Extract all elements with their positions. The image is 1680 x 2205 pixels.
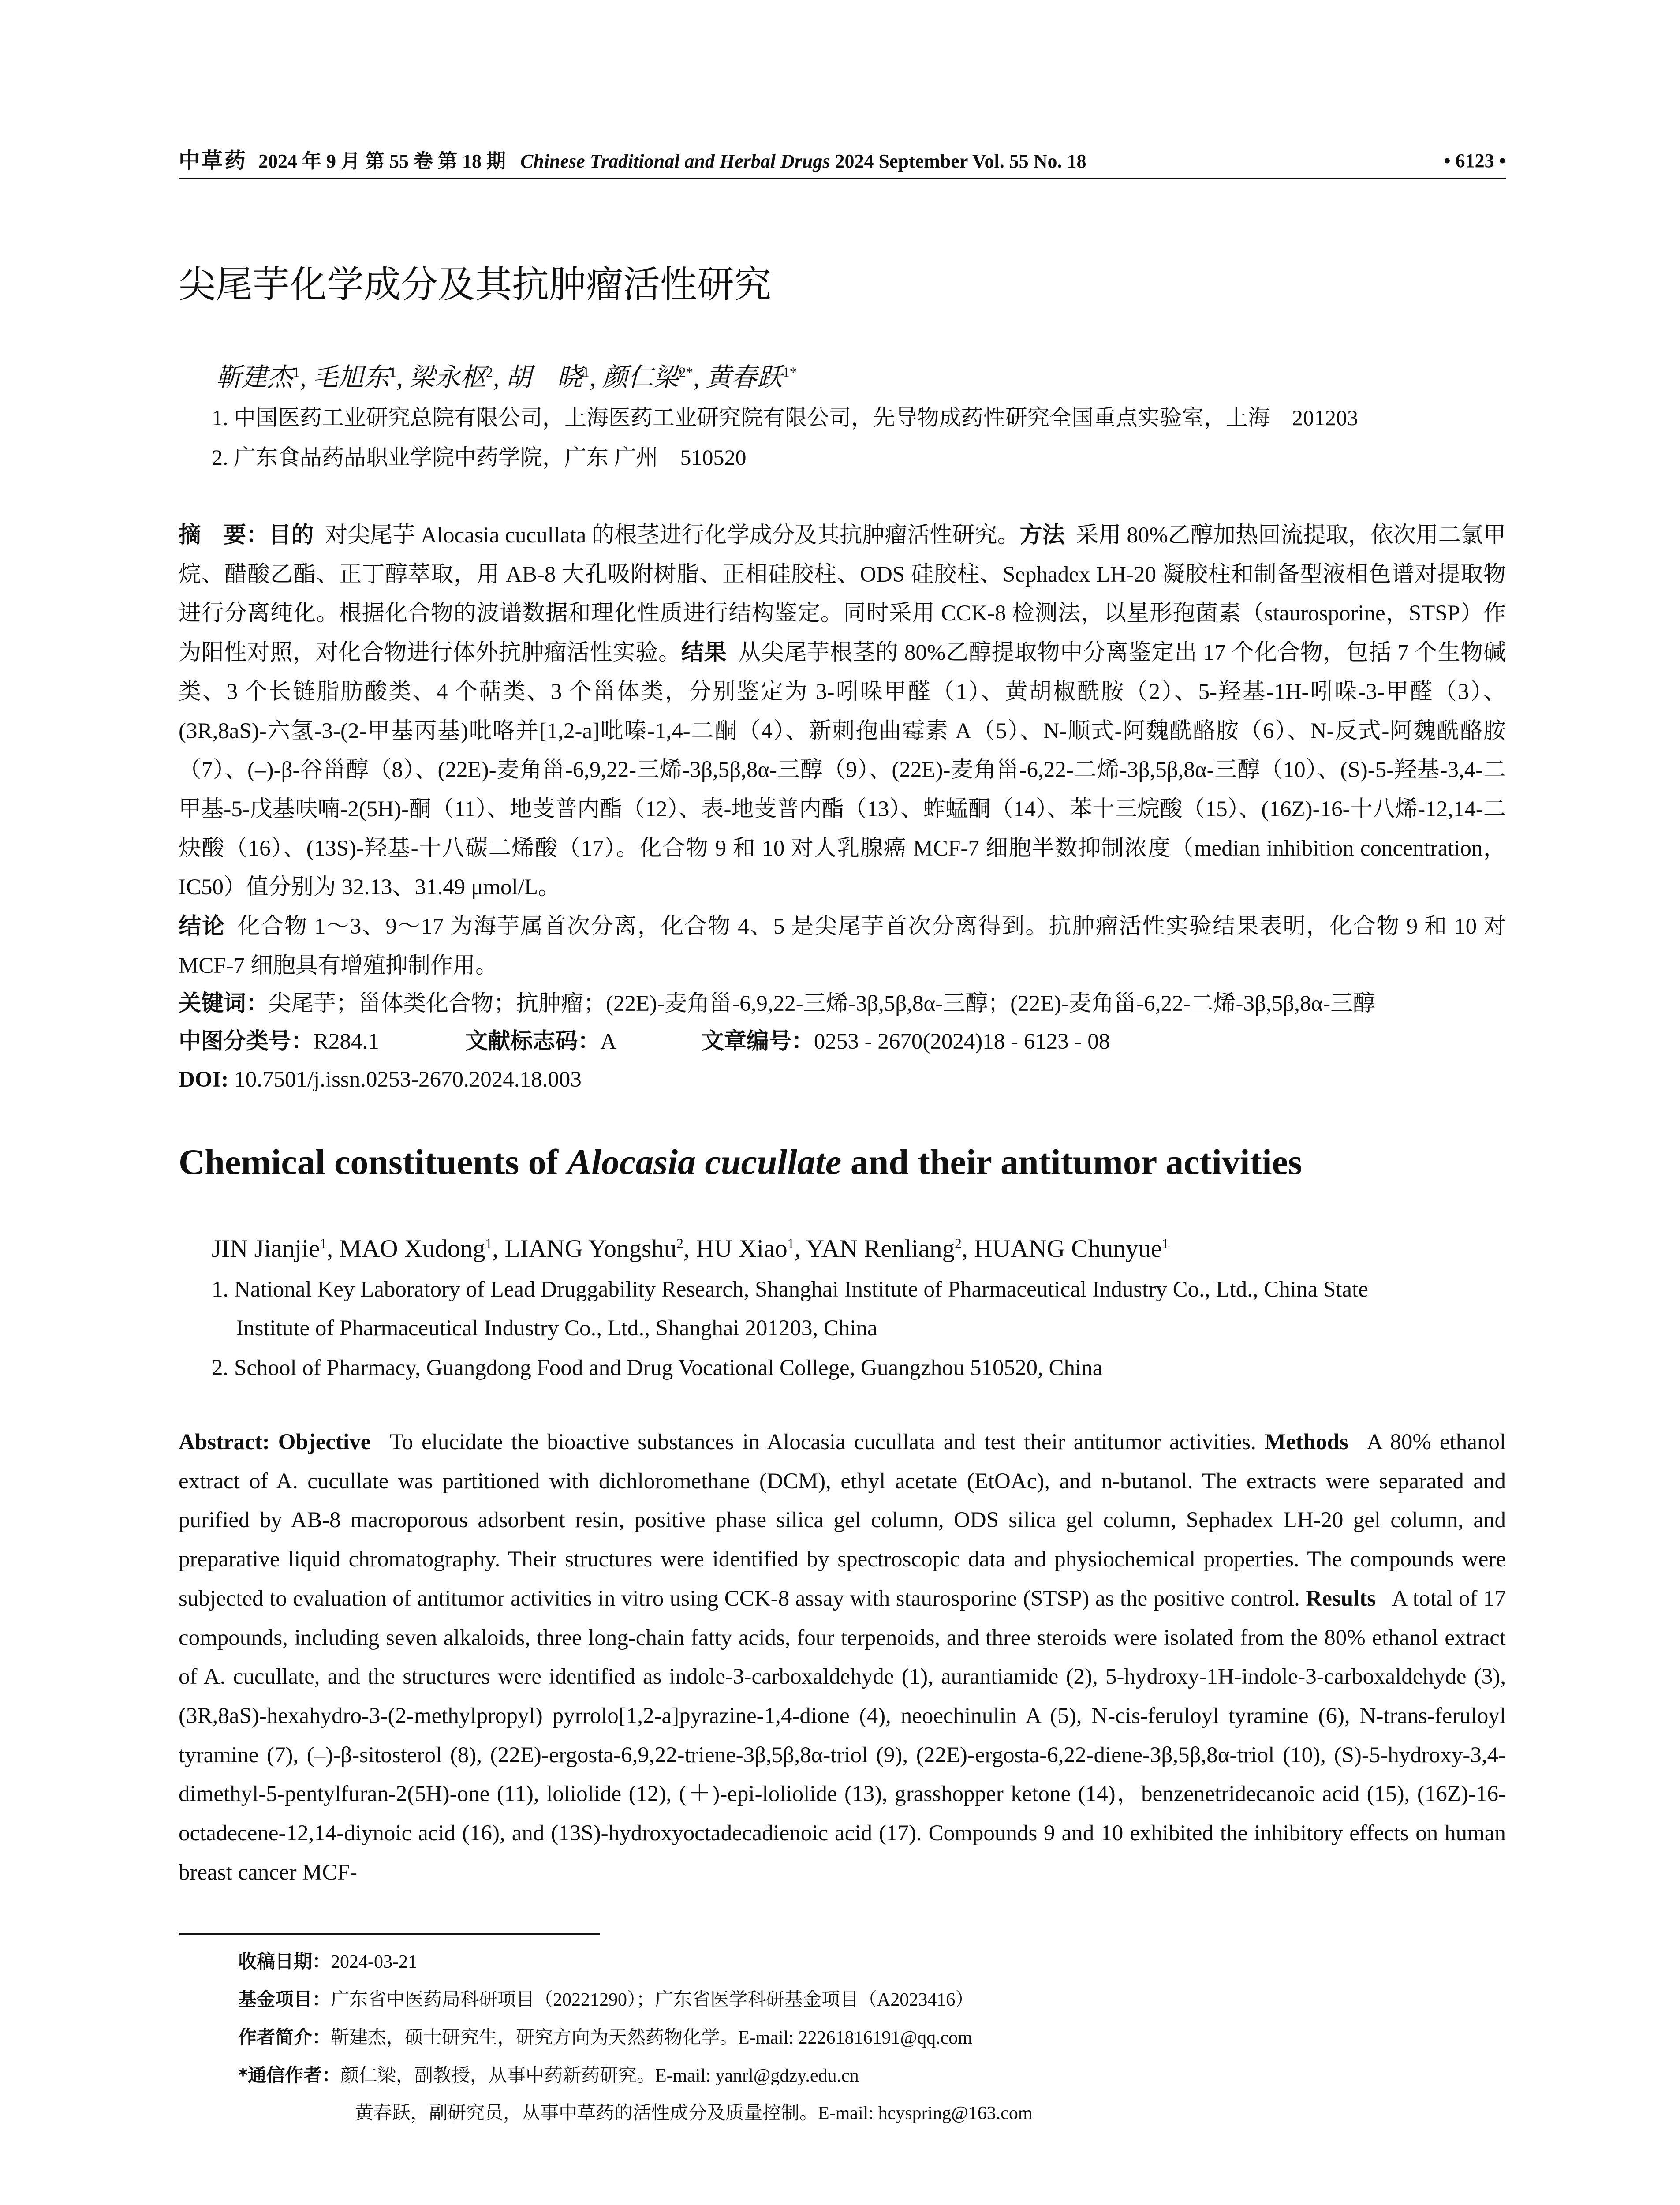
fn-corresponding: *通信作者：颜仁梁，副教授，从事中药新药研究。E-mail: yanrl@gdzy.edu.cn: [238, 2064, 859, 2086]
cn-author: 颜仁梁$^{2*}$: [602, 363, 693, 392]
fn-corresponding-2: 黄春跃，副研究员，从事中草药的活性成分及质量控制。E-mail: hcyspring@163.com: [355, 2103, 1033, 2123]
cn-conclusion-label: 结论: [179, 913, 226, 940]
cn-keywords-label: 关键词：: [179, 990, 269, 1017]
fn-received: 收稿日期：2024-03-21: [238, 1951, 417, 1972]
en-abstract-label: Abstract:: [179, 1430, 270, 1454]
cn-author: 靳建杰$^1$: [216, 363, 300, 392]
en-methods-text: A 80% ethanol extract of A. cucullate was partitioned with dichloromethane (DCM), ethyl acetate (EtOAc), and n-butanol. The extracts were separated and purified by AB-8 macroporous adsorbent resin, positive phase silica gel column, ODS silica gel column, Sephadex LH-20 gel column, and preparative liquid chromatography. Their structures were identified by spectroscopic data and physiochemical properties. The compounds were subjected to evaluation of antitumor activities in vitro using CCK-8 assay with staurosporine (STSP) as the positive control.: [179, 1430, 1506, 1611]
en-results-text: A total of 17 compounds, including seven alkaloids, three long-chain fatty acids, four terpenoids, and three steroids were isolated from the 80% ethanol extract of A. cucullate, and the structures were identified as indole-3-carboxaldehyde (1), aurantiamide (2), 5-hydroxy-1H-indole-3-carboxaldehyde (3), (3R,8aS)-hexahydro-3-(2-methylpropyl) pyrrolo[1,2-a]pyrazine-1,4-dione (4), neoechinulin A (5), N-cis-feruloyl tyramine (6), N-trans-feruloyl tyramine (7), (–)-β-sitosterol (8), (22E)-ergosta-6,9,22-triene-3β,5β,8α-triol (9), (22E)-ergosta-6,22-diene-3β,5β,8α-triol (10), (S)-5-hydroxy-3,4-dimethyl-5-pentylfuran-2(5H)-one (11), loliolide (12), (＋)-epi-loliolide (13), grasshopper ketone (14)，benzenetridecanoic acid (15), (16Z)-16-octadecene-12,14-diynoic acid (16), and (13S)-hydroxyoctadecadienoic acid (17). Compounds 9 and 10 exhibited the inhibitory effects on human breast cancer MCF-: [179, 1586, 1506, 1885]
cn-keywords: [179, 986, 1375, 1021]
doc-code-label: 文献标志码：: [465, 1028, 601, 1054]
footnote-rule: [179, 1933, 600, 1935]
doi-value: 10.7501/j.issn.0253-2670.2024.18.003: [234, 1067, 582, 1092]
en-author: LIANG Yongshu$^2$: [504, 1235, 683, 1263]
cn-affiliation: 2. 广东食品药品职业学院中药学院，广东 广州 510520: [212, 445, 747, 470]
en-abstract: [179, 1423, 1506, 1892]
en-author: JIN Jianjie$^1$: [212, 1235, 327, 1263]
running-header: [179, 146, 1506, 176]
cn-classification: [179, 1024, 1110, 1059]
issue-cn: 2024 年 9 月 第 55 卷 第 18 期: [258, 150, 506, 172]
en-methods-label: Methods: [1264, 1430, 1348, 1454]
cn-objective-label: 目的: [269, 522, 314, 548]
en-author: HUANG Chunyue$^1$: [974, 1235, 1169, 1263]
cn-keywords-text: 尖尾芋；甾体类化合物；抗肿瘤；(22E)-麦角甾-6,9,22-三烯-3β,5β,8α-三醇；(22E)-麦角甾-6,22-二烯-3β,5β,8α-三醇: [269, 991, 1376, 1016]
en-affiliation-cont: Institute of Pharmaceutical Industry Co., Ltd., Shanghai 201203, China: [236, 1316, 877, 1341]
en-objective-text: To elucidate the bioactive substances in Alocasia cucullata and test their antitumor activities.: [389, 1430, 1256, 1454]
cn-methods-label: 方法: [1019, 522, 1065, 548]
doc-code-value: A: [600, 1029, 616, 1054]
journal-name-en: Chinese Traditional and Herbal Drugs: [520, 150, 830, 172]
cn-title: 尖尾芋化学成分及其抗肿瘤活性研究: [179, 263, 772, 306]
cn-abstract: [179, 516, 1506, 985]
page-number: • 6123 •: [1444, 150, 1506, 172]
clc-value: R284.1: [314, 1029, 379, 1054]
cn-author: 黄春跃$^{1*}$: [706, 363, 797, 392]
doi-label: DOI:: [179, 1067, 229, 1092]
cn-author-list: 靳建杰$^1$, 毛旭东$^1$, 梁永枢$^2$, 胡 晓$^1$, 颜仁梁$^{2*}$, 黄春跃$^{1*}$: [216, 363, 797, 392]
cn-affiliation: 1. 中国医药工业研究总院有限公司，上海医药工业研究院有限公司，先导物成药性研究全国重点实验室，上海 201203: [212, 405, 1358, 430]
issue-en: 2024 September Vol. 55 No. 18: [835, 150, 1086, 172]
cn-abstract-label: 摘 要：: [179, 522, 269, 548]
en-author: MAO Xudong$^1$: [339, 1235, 493, 1263]
en-title: Chemical constituents of Alocasia cucullate and their antitumor activities: [179, 1142, 1302, 1182]
cn-methods-text: 采用 80%乙醇加热回流提取，依次用二氯甲烷、醋酸乙酯、正丁醇萃取，用 AB-8 大孔吸附树脂、正相硅胶柱、ODS 硅胶柱、Sephadex LH-20 凝胶柱和制备型液相色谱对提取物进行分离纯化。根据化合物的波谱数据和理化性质进行结构鉴定。同时采用 CCK-8 检测法，以星形孢菌素（staurosporine，STSP）作为阳性对照，对化合物进行体外抗肿瘤活性实验。: [179, 523, 1506, 665]
clc-label: 中图分类号：: [179, 1028, 314, 1054]
cn-objective-text: 对尖尾芋 Alocasia cucullata 的根茎进行化学成分及其抗肿瘤活性研究。: [325, 523, 1020, 548]
en-affiliation: 2. School of Pharmacy, Guangdong Food and Drug Vocational College, Guangzhou 510520, China: [212, 1356, 1103, 1380]
en-title-species: Alocasia cucullate: [567, 1142, 842, 1182]
fn-author-bio: 作者简介：靳建杰，硕士研究生，研究方向为天然药物化学。E-mail: 22261816191@qq.com: [238, 2026, 972, 2048]
header-rule: [179, 178, 1506, 179]
cn-author: 胡 晓$^1$: [505, 363, 590, 392]
journal-name-cn: 中草药: [179, 149, 248, 172]
cn-conclusion-text: 化合物 1～3、9～17 为海芋属首次分离，化合物 4、5 是尖尾芋首次分离得到。抗肿瘤活性实验结果表明，化合物 9 和 10 对 MCF-7 细胞具有增殖抑制作用。: [179, 914, 1506, 978]
cn-results-label: 结果: [681, 639, 727, 666]
en-author: YAN Renliang$^2$: [806, 1235, 962, 1263]
article-no-label: 文章编号：: [701, 1028, 814, 1054]
doi-line: [179, 1062, 582, 1097]
cn-author: 梁永枢$^2$: [409, 363, 493, 392]
en-objective-label: Objective: [278, 1430, 371, 1454]
fn-fund: 基金项目：广东省中医药局科研项目（20221290）；广东省医学科研基金项目（A2023416）: [238, 1988, 974, 2010]
en-author: HU Xiao$^1$: [696, 1235, 795, 1263]
en-author-list: JIN Jianjie$^1$, MAO Xudong$^1$, LIANG Yongshu$^2$, HU Xiao$^1$, YAN Renliang$^2$, HUANG Chunyue$^1$: [212, 1235, 1169, 1263]
en-results-label: Results: [1306, 1586, 1376, 1611]
cn-results-text: 从尖尾芋根茎的 80%乙醇提取物中分离鉴定出 17 个化合物，包括 7 个生物碱类、3 个长链脂肪酸类、4 个萜类、3 个甾体类，分别鉴定为 3-吲哚甲醛（1）、黄胡椒酰胺（2）、5-羟基-1H-吲哚-3-甲醛（3）、(3R,8aS)-六氢-3-(2-甲基丙基)吡咯并[1,2-a]吡嗪-1,4-二酮（4）、新刺孢曲霉素 A（5）、N-顺式-阿魏酰酪胺（6）、N-反式-阿魏酰酪胺（7）、(–)-β-谷甾醇（8）、(22E)-麦角甾-6,9,22-三烯-3β,5β,8α-三醇（9）、(22E)-麦角甾-6,22-二烯-3β,5β,8α-三醇（10）、(S)-5-羟基-3,4-二甲基-5-戊基呋喃-2(5H)-酮（11）、地芰普内酯（12）、表-地芰普内酯（13）、蚱蜢酮（14）、苯十三烷酸（15）、(16Z)-16-十八烯-12,14-二炔酸（16）、(13S)-羟基-十八碳二烯酸（17）。化合物 9 和 10 对人乳腺癌 MCF-7 细胞半数抑制浓度（median inhibition concentration，IC50）值分别为 32.13、31.49 μmol/L。: [179, 640, 1506, 900]
en-affiliation: 1. National Key Laboratory of Lead Druggability Research, Shanghai Institute of Pharmaceutical Industry Co., Ltd., China State: [212, 1277, 1368, 1302]
article-no-value: 0253 - 2670(2024)18 - 6123 - 08: [814, 1029, 1110, 1054]
cn-author: 毛旭东$^1$: [312, 363, 396, 392]
